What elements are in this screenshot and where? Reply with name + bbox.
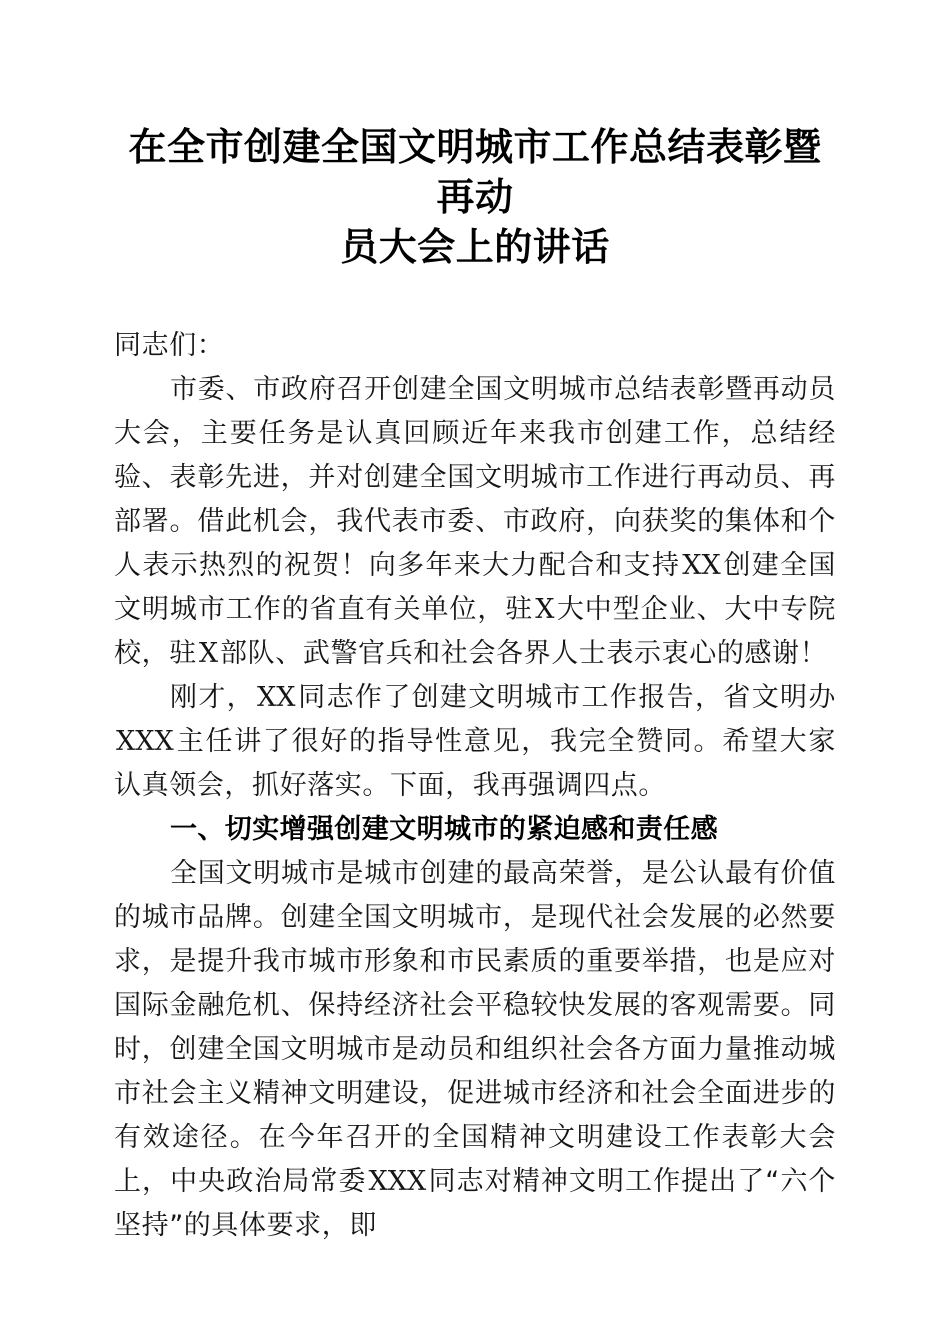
section-paragraph-1: 全国文明城市是城市创建的最高荣誉，是公认最有价值的城市品牌。创建全国文明城市，是现代社会发展的必然要求，是提升我市城市形象和市民素质的重要举措，也是应对国际金融危机、保持经济社会平稳较快发展的客观需要。同时，创建全国文明城市是动员和组织社会各方面力量推动城市社会主义精神文明建设，促进城市经济和社会全面进步的有效途径。在今年召开的全国精神文明建设工作表彰大会上，中央政治局常委XXX同志对精神文明工作提出了“六个坚持”的具体要求，即: [114, 858, 836, 1241]
document-text-column: [114, 0, 836, 1248]
latin-placeholder: XXX: [368, 1166, 427, 1197]
latin-placeholder: XX: [257, 682, 296, 713]
latin-placeholder: X: [535, 594, 555, 625]
body-paragraph-1: 市委、市政府召开创建全国文明城市总结表彰暨再动员大会，主要任务是认真回顾近年来我市创建工作，总结经验、表彰先进，并对创建全国文明城市工作进行再动员、再部署。借此机会，我代表市委、市政府，向获奖的集体和个人表示热烈的祝贺！向多年来大力配合和支持XX创建全国文明城市工作的省直有关单位，驻X大中型企业、大中专院校，驻X部队、武警官兵和社会各界人士表示衷心的感谢！: [114, 374, 837, 669]
page-title-line-2: 员大会上的讲话: [340, 224, 610, 269]
latin-placeholder: XXX: [116, 726, 174, 757]
page-title: [114, 0, 836, 272]
page-title-line-1: 在全市创建全国文明城市工作总结表彰暨再动: [128, 124, 822, 219]
latin-placeholder: X: [198, 638, 219, 669]
salutation: 同志们：: [114, 330, 225, 361]
latin-placeholder: XX: [682, 550, 721, 581]
body-paragraph-2: 刚才，XX同志作了创建文明城市工作报告，省文明办XXX主任讲了很好的指导性意见，我完全赞同。希望大家认真领会，抓好落实。下面，我再强调四点。: [114, 682, 836, 801]
section-heading-1: 一、切实增强创建文明城市的紧迫感和责任感: [170, 814, 718, 845]
